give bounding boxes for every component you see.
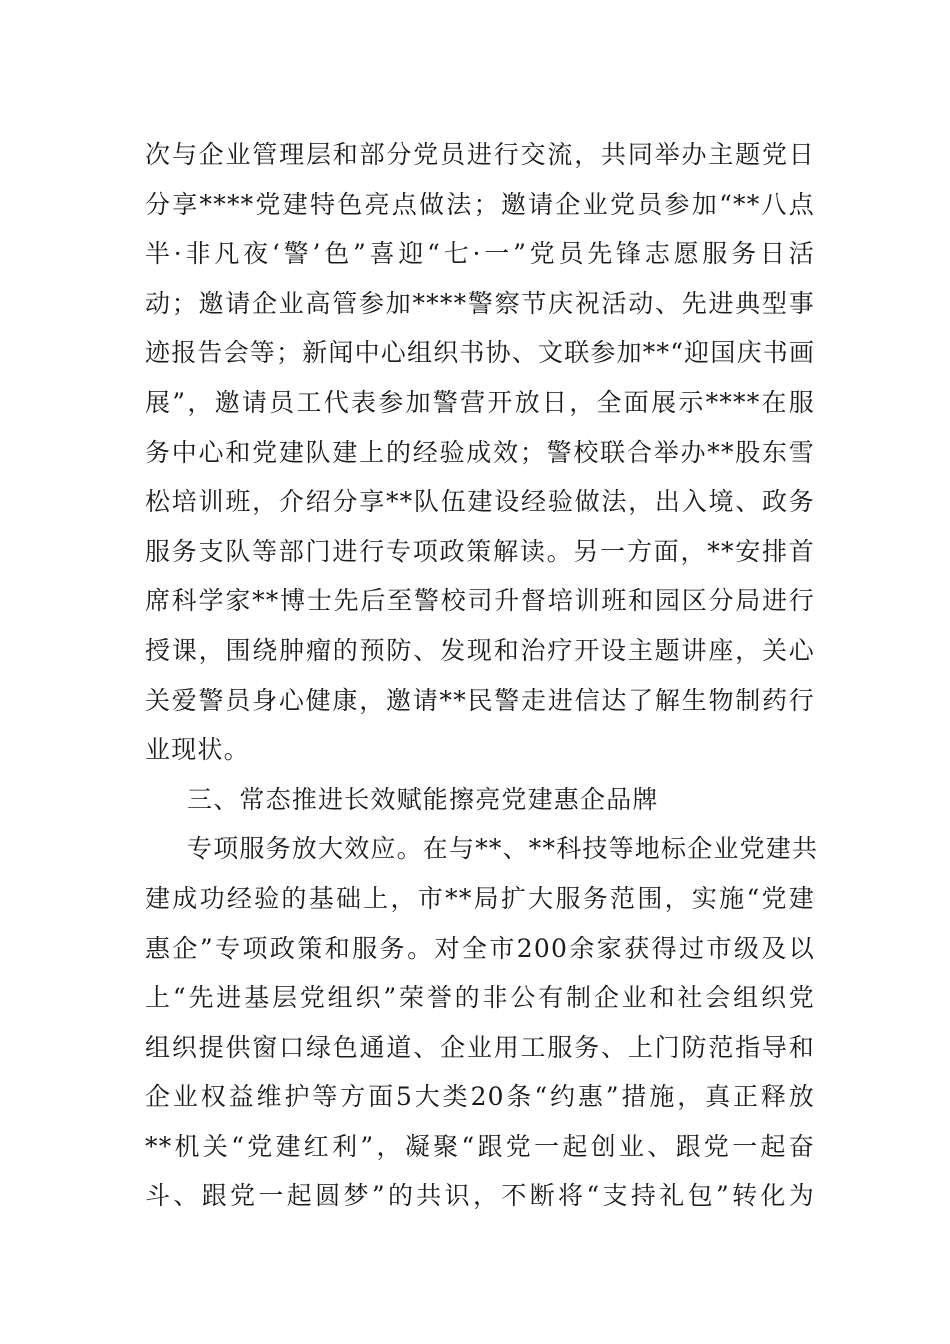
section-heading: 三、常态推进长效赋能擦亮党建惠企品牌 xyxy=(187,784,659,814)
paragraph-2-line-1: 专项服务放大效应。在与**、**科技等地标企业党建共 xyxy=(187,834,819,864)
paragraph-1-line-3: 半·非凡夜‘警’色”喜迎“七·一”党员先锋志愿服务日活 xyxy=(145,239,815,269)
paragraph-2-line-6: 企业权益维护等方面5大类20条“约惠”措施，真正释放 xyxy=(145,1082,815,1112)
paragraph-2-line-3: 惠企”专项政策和服务。对全市200余家获得过市级及以 xyxy=(145,933,815,963)
paragraph-1-line-7: 务中心和党建队建上的经验成效；警校联合举办**股东雪 xyxy=(145,437,815,467)
paragraph-1-line-9: 服务支队等部门进行专项政策解读。另一方面，**安排首 xyxy=(145,536,815,566)
paragraph-2-line-4: 上“先进基层党组织”荣誉的非公有制企业和社会组织党 xyxy=(145,983,815,1013)
paragraph-1-line-11: 授课，围绕肿瘤的预防、发现和治疗开设主题讲座，关心 xyxy=(145,635,815,665)
paragraph-1-line-2: 分享****党建特色亮点做法；邀请企业党员参加“**八点 xyxy=(145,189,815,219)
paragraph-1-line-4: 动；邀请企业高管参加****警察节庆祝活动、先进典型事 xyxy=(145,288,815,318)
paragraph-1-line-10: 席科学家**博士先后至警校司升督培训班和园区分局进行 xyxy=(145,586,815,616)
paragraph-2-line-2: 建成功经验的基础上，市**局扩大服务范围，实施“党建 xyxy=(145,883,815,913)
paragraph-2-line-5: 组织提供窗口绿色通道、企业用工服务、上门防范指导和 xyxy=(145,1032,815,1062)
paragraph-1-line-8: 松培训班，介绍分享**队伍建设经验做法，出入境、政务 xyxy=(145,487,815,517)
paragraph-1-line-12: 关爱警员身心健康，邀请**民警走进信达了解生物制药行 xyxy=(145,685,815,715)
paragraph-1-line-1: 次与企业管理层和部分党员进行交流，共同举办主题党日 xyxy=(145,140,815,169)
paragraph-1-line-13: 业现状。 xyxy=(145,735,250,765)
paragraph-2-line-8: 斗、跟党一起圆梦”的共识，不断将“支持礼包”转化为 xyxy=(145,1181,815,1211)
paragraph-1-line-6: 展”，邀请员工代表参加警营开放日，全面展示****在服 xyxy=(145,387,815,417)
paragraph-2-line-7: **机关“党建红利”，凝聚“跟党一起创业、跟党一起奋 xyxy=(145,1131,815,1161)
paragraph-1-line-5: 迹报告会等；新闻中心组织书协、文联参加**“迎国庆书画 xyxy=(145,338,816,368)
document-body xyxy=(145,130,819,1221)
